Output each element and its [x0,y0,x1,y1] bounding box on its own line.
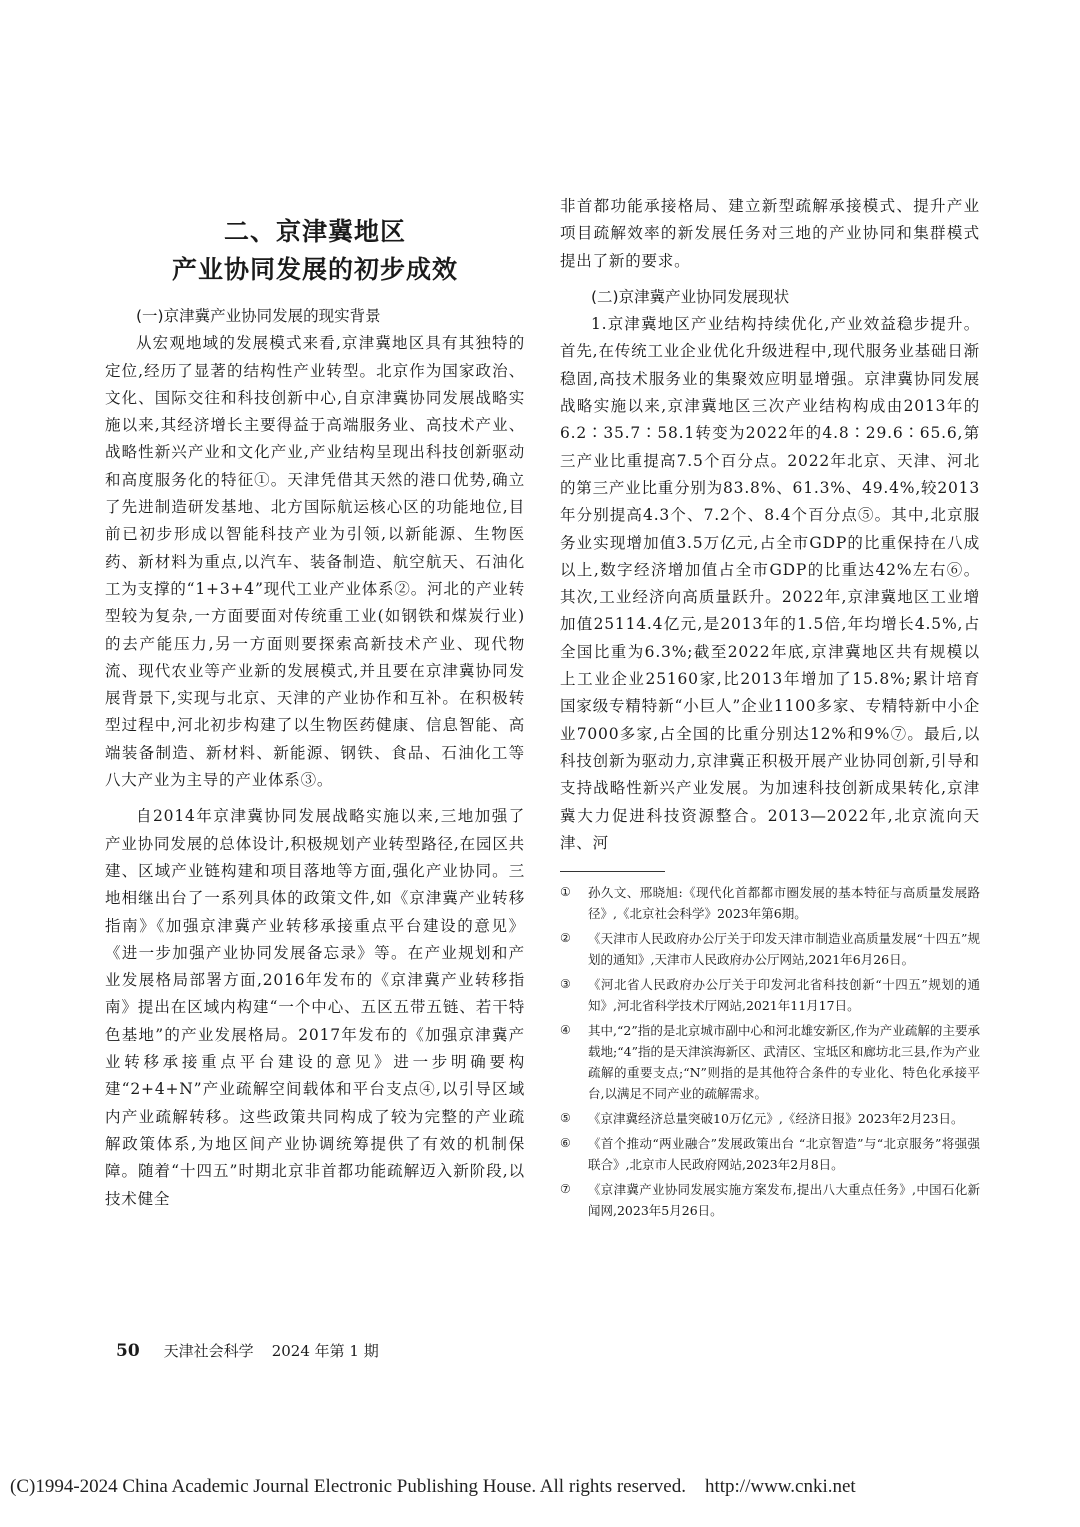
footnote-text: 《首个推动“两业融合”发展政策出台 “北京智造”与“北京服务”将强强联合》,北京市人民政府网站,2023年2月8日。 [588,1136,980,1173]
footnote-mark: ⑤ [560,1111,571,1126]
footnote-mark: ④ [560,1023,571,1038]
paragraph-background: 从宏观地域的发展模式来看,京津冀地区具有其独特的定位,经历了显著的结构性产业转型。北京作为国家政治、文化、国际交往和科技创新中心,自京津冀协同发展战略实施以来,其经济增长主要得益于高端服务业、高技术产业、战略性新兴产业和文化产业,产业结构呈现出科技创新驱动和高度服务化的特征①。天津凭借其天然的港口优势,确立了先进制造研发基地、北方国际航运核心区的功能地位,目前已初步形成以智能科技产业为引领,以新能源、生物医药、新材料为重点,以汽车、装备制造、航空航天、石油化工为支撑的“1+3+4”现代工业产业体系②。河北的产业转型较为复杂,一方面要面对传统重工业(如钢铁和煤炭行业)的去产能压力,另一方面则要探索高新技术产业、现代物流、现代农业等产业新的发展模式,并且要在京津冀协同发展背景下,实现与北京、天津的产业协作和互补。在积极转型过程中,河北初步构建了以生物医药健康、信息智能、高端装备制造、新材料、新能源、钢铁、食品、石油化工等八大产业为主导的产业体系③。 [105,334,525,790]
page-footer [116,1340,379,1361]
footnote-text: 《京津冀经济总量突破10万亿元》,《经济日报》2023年2月23日。 [588,1111,964,1127]
footnote-item [560,928,980,970]
footnote-mark: ③ [560,977,571,992]
footnote-item [560,1179,980,1221]
footnote-text: 孙久文、邢晓旭:《现代化首都都市圈发展的基本特征与高质量发展路径》,《北京社会科学》2023年第6期。 [588,885,980,922]
subheading-background: (一)京津冀产业协同发展的现实背景 [136,307,381,325]
section-title-line2: 产业协同发展的初步成效 [171,255,458,284]
footnote-text: 《河北省人民政府办公厅关于印发河北省科技创新“十四五”规划的通知》,河北省科学技术厅网站,2021年11月17日。 [588,977,980,1014]
footnote-item [560,974,980,1016]
section-title [105,213,525,289]
footnote-item [560,882,980,924]
footnote-mark: ⑦ [560,1182,571,1197]
paragraph-industry-structure: 1.京津冀地区产业结构持续优化,产业效益稳步提升。首先,在传统工业企业优化升级进程中,现代服务业基础日渐稳固,高技术服务业的集聚效应明显增强。京津冀协同发展战略实施以来,京津冀地区三次产业结构构成由2013年的6.2∶35.7∶58.1转变为2022年的4.8∶29.6∶65.6,第三产业比重提高7.5个百分点。2022年北京、天津、河北的第三产业比重分别为83.8%、61.3%、49.4%,较2013年分别提高4.3个、7.2个、8.4个百分点⑤。其中,北京服务业实现增加值3.5万亿元,占全市GDP的比重保持在八成以上,数字经济增加值占全市GDP的比重达42%左右⑥。其次,工业经济向高质量跃升。2022年,京津冀地区工业增加值25114.4亿元,是2013年的1.5倍,年均增长4.5%,占全国比重为6.3%;截至2022年底,京津冀地区共有规模以上工业企业25160家,比2013年增加了15.8%;累计培育国家级专精特新“小巨人”企业1100多家、专精特新中小企业7000多家,占全国的比重分别达12%和9%⑦。最后,以科技创新为驱动力,京津冀正积极开展产业协同创新,引导和支持战略性新兴产业发展。为加速科技创新成果转化,京津冀大力促进科技资源整合。2013—2022年,北京流向天津、河 [560,315,980,852]
footnote-mark: ② [560,931,571,946]
footnote-item [560,1133,980,1175]
journal-name: 天津社会科学 [163,1342,254,1360]
footnote-item [560,1020,980,1104]
footnote-list [560,882,980,1221]
footnote-divider [560,871,665,872]
subheading-status: (二)京津冀产业协同发展现状 [591,287,790,306]
left-column [105,213,525,1222]
paragraph-continued: 非首都功能承接格局、建立新型疏解承接模式、提升产业项目疏解效率的新发展任务对三地的产业协同和集群模式提出了新的要求。 [560,197,980,270]
page-number: 50 [116,1341,140,1361]
footnote-text: 其中,“2”指的是北京城市副中心和河北雄安新区,作为产业疏解的主要承载地;“4”指的是天津滨海新区、武清区、宝坻区和廊坊北三县,作为产业疏解的重要支点;“N”则指的是其他符合条件的专业化、特色化承接平台,以满足不同产业的疏解需求。 [588,1023,980,1102]
section-title-line1: 二、京津冀地区 [223,217,406,246]
footnote-text: 《京津冀产业协同发展实施方案发布,提出八大重点任务》,中国石化新闻网,2023年5月26日。 [588,1182,980,1219]
footnote-text: 《天津市人民政府办公厅关于印发天津市制造业高质量发展“十四五”规划的通知》,天津市人民政府办公厅网站,2021年6月26日。 [588,931,980,968]
paragraph-policy: 自2014年京津冀协同发展战略实施以来,三地加强了产业协同发展的总体设计,积极规划产业转型路径,在园区共建、区域产业链构建和项目落地等方面,强化产业协同。三地相继出台了一系列具体的政策文件,如《京津冀产业转移指南》《加强京津冀产业转移承接重点平台建设的意见》《进一步加强产业协同发展备忘录》等。在产业规划和产业发展格局部署方面,2016年发布的《京津冀产业转移指南》提出在区域内构建“一个中心、五区五带五链、若干特色基地”的产业发展格局。2017年发布的《加强京津冀产业转移承接重点平台建设的意见》进一步明确要构建“2+4+N”产业疏解空间载体和平台支点④,以引导区域内产业疏解转移。这些政策共同构成了较为完整的产业疏解政策体系,为地区间产业协调统筹提供了有效的机制保障。随着“十四五”时期北京非首都功能疏解迈入新阶段,以技术健全 [105,807,525,1208]
issue-label: 2024 年第 1 期 [271,1342,379,1360]
footnote-mark: ① [560,885,571,900]
footnote-mark: ⑥ [560,1136,571,1151]
copyright-notice: (C)1994-2024 China Academic Journal Electronic Publishing House. All rights reserved. http://www.cnki.net [10,1476,856,1497]
footnote-item [560,1108,980,1129]
right-column [560,193,980,1225]
